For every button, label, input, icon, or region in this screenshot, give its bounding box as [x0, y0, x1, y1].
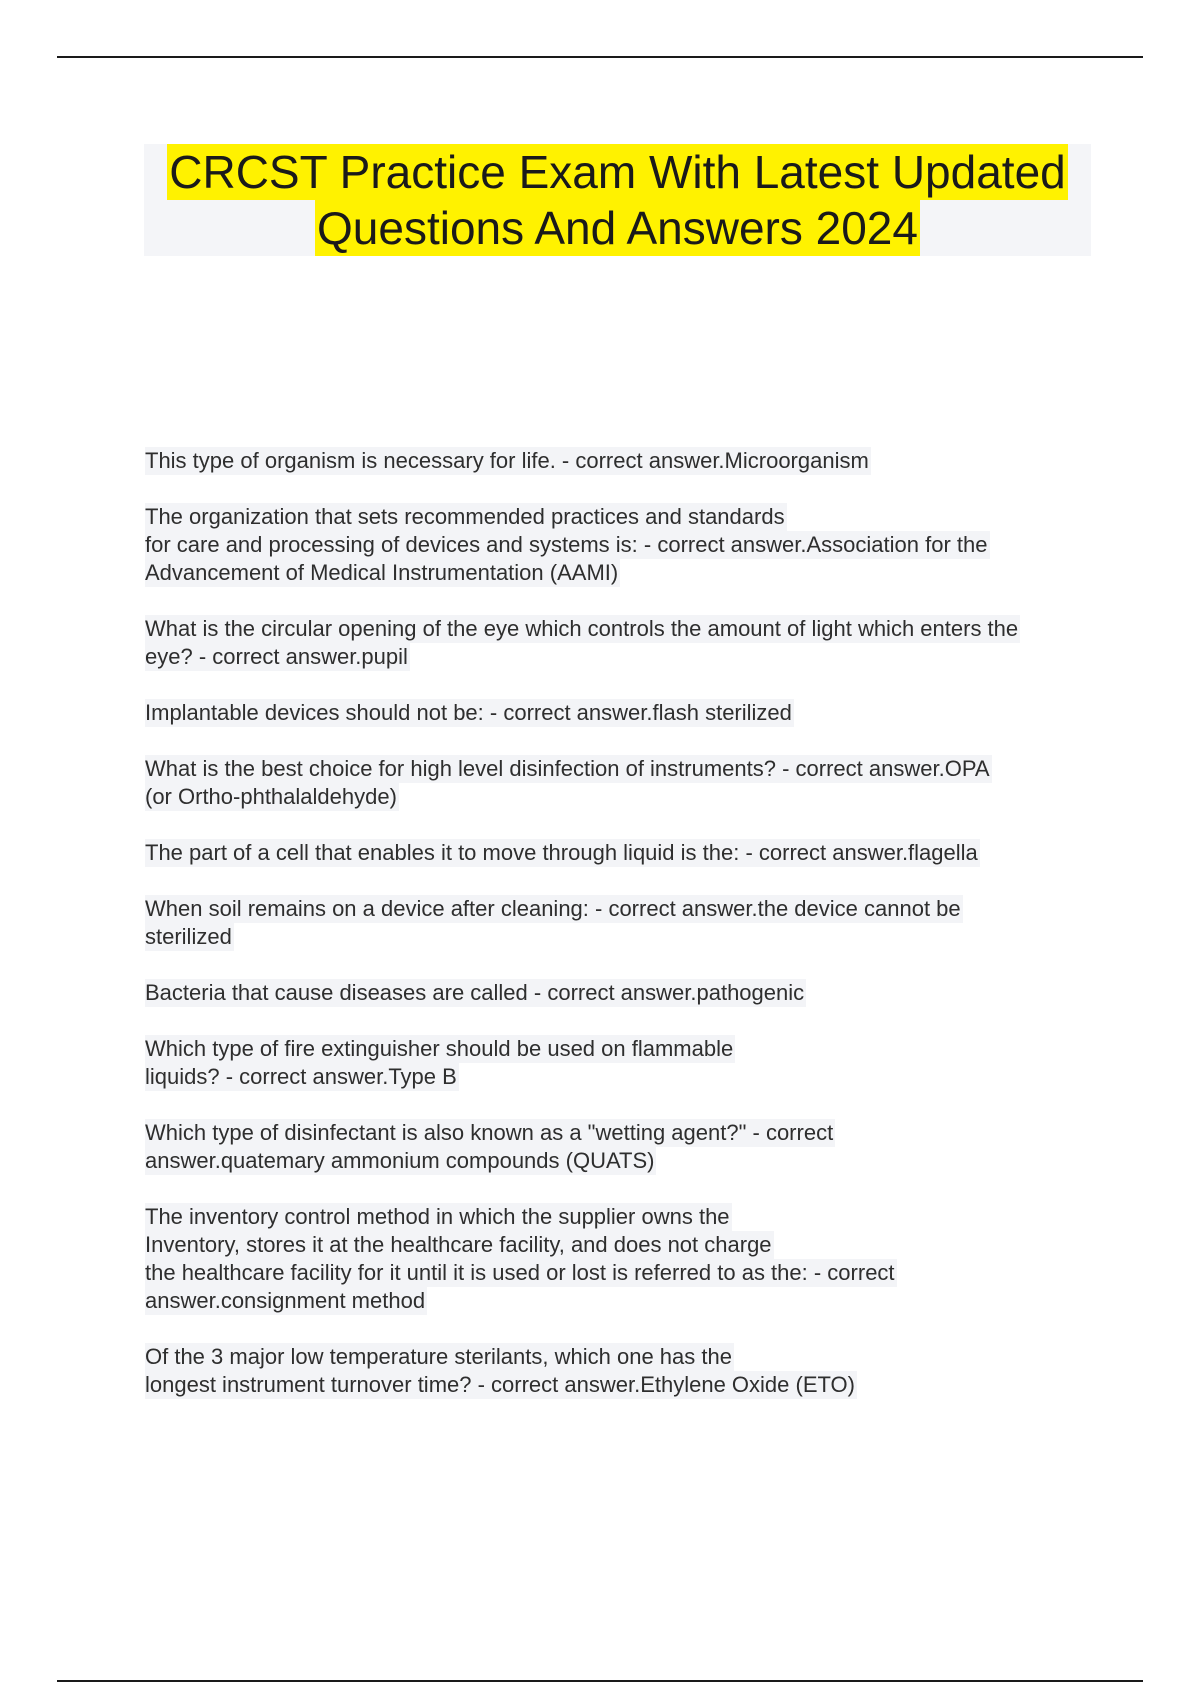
- qa-item: [145, 447, 1105, 475]
- qa-line: Which type of disinfectant is also known as a "wetting agent?" - correct: [145, 1120, 834, 1145]
- qa-line: Which type of fire extinguisher should be used on flammable: [145, 1036, 734, 1061]
- qa-item: [145, 839, 1105, 867]
- qa-line: Bacteria that cause diseases are called - correct answer.pathogenic: [145, 980, 805, 1005]
- qa-line: answer.quatemary ammonium compounds (QUATS): [145, 1148, 655, 1173]
- qa-line: This type of organism is necessary for life. - correct answer.Microorganism: [145, 448, 869, 473]
- qa-line: longest instrument turnover time? - correct answer.Ethylene Oxide (ETO): [145, 1372, 855, 1397]
- qa-line: When soil remains on a device after cleaning: - correct answer.the device cannot be: [145, 896, 961, 921]
- qa-line: eye? - correct answer.pupil: [145, 644, 408, 669]
- document-title: [144, 144, 1091, 256]
- qa-item: [145, 1119, 1105, 1175]
- top-rule: [57, 56, 1143, 58]
- qa-item: [145, 979, 1105, 1007]
- qa-line: What is the circular opening of the eye which controls the amount of light which enters the: [145, 616, 1019, 641]
- qa-line: Inventory, stores it at the healthcare facility, and does not charge: [145, 1232, 772, 1257]
- qa-line: Advancement of Medical Instrumentation (AAMI): [145, 560, 619, 585]
- qa-line: liquids? - correct answer.Type B: [145, 1064, 457, 1089]
- qa-line: sterilized: [145, 924, 232, 949]
- qa-line: The part of a cell that enables it to move through liquid is the: - correct answer.flagella: [145, 840, 978, 865]
- qa-line: The inventory control method in which the supplier owns the: [145, 1204, 730, 1229]
- qa-item: [145, 699, 1105, 727]
- qa-item: [145, 615, 1105, 671]
- qa-item: [145, 1343, 1105, 1399]
- title-line: Questions And Answers 2024: [317, 202, 918, 254]
- title-line: CRCST Practice Exam With Latest Updated: [169, 146, 1066, 198]
- qa-line: The organization that sets recommended practices and standards: [145, 504, 785, 529]
- qa-line: Of the 3 major low temperature sterilants, which one has the: [145, 1344, 732, 1369]
- bottom-rule: [57, 1680, 1143, 1682]
- qa-line: for care and processing of devices and systems is: - correct answer.Association for the: [145, 532, 988, 557]
- qa-item: [145, 895, 1105, 951]
- qa-list: [145, 447, 1105, 1427]
- qa-line: Implantable devices should not be: - correct answer.flash sterilized: [145, 700, 792, 725]
- qa-line: (or Ortho-phthalaldehyde): [145, 784, 397, 809]
- qa-item: [145, 1203, 1105, 1315]
- qa-item: [145, 1035, 1105, 1091]
- qa-line: the healthcare facility for it until it is used or lost is referred to as the: - correct: [145, 1260, 895, 1285]
- qa-item: [145, 503, 1105, 587]
- qa-line: answer.consignment method: [145, 1288, 426, 1313]
- qa-line: What is the best choice for high level disinfection of instruments? - correct answer.OPA: [145, 756, 990, 781]
- qa-item: [145, 755, 1105, 811]
